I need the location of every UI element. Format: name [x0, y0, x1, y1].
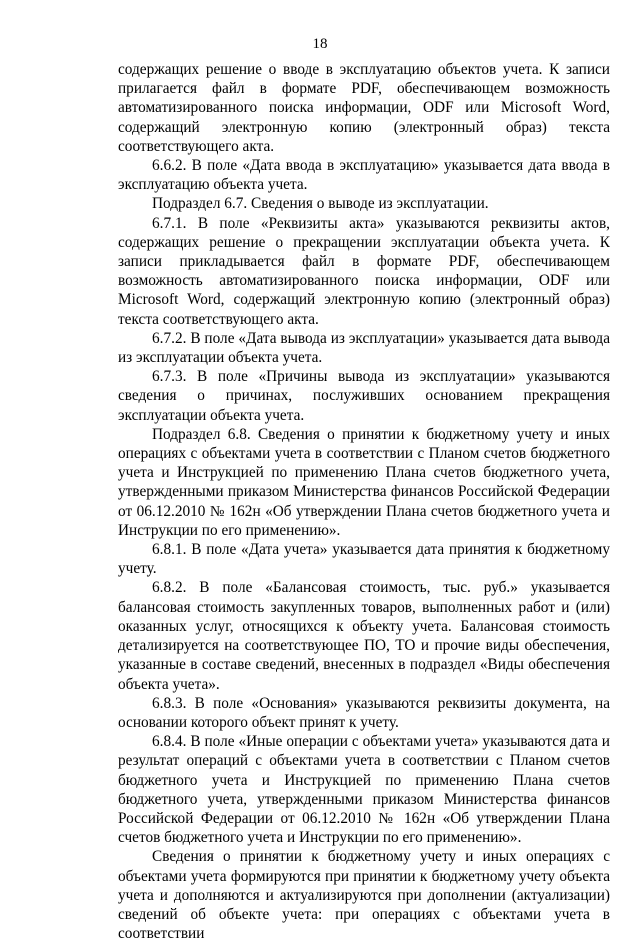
page-number: 18 — [312, 36, 328, 52]
paragraph: 6.8.3. В поле «Основания» указываются реквизиты документа, на основании которого объект принят к учету. — [118, 694, 610, 731]
paragraph: 6.7.1. В поле «Реквизиты акта» указываются реквизиты актов, содержащих решение о прекращении эксплуатации объекта учета. К записи прикладывается файл в формате PDF, обеспечивающем возможность автоматизированного поиска информации, ODF или Microsoft Word, содержащий электронную копию (электронный образ) текста соответствующего акта. — [118, 214, 610, 328]
paragraph: Сведения о принятии к бюджетному учету и иных операциях с объектами учета формируются при принятии к бюджетному учету объекта учета и дополняются и актуализируются при дополнении (актуализации) сведений об объекте учета: при операциях с объектами учета в соответствии — [118, 848, 610, 943]
paragraph: содержащих решение о вводе в эксплуатацию объектов учета. К записи прилагается файл в формате PDF, обеспечивающем возможность автоматизированного поиска информации, ODF или Microsoft Word, содержащий электронную копию (электронный образ) текста соответствующего акта. — [118, 61, 610, 155]
paragraph: 6.6.2. В поле «Дата ввода в эксплуатацию» указывается дата ввода в эксплуатацию объекта учета. — [118, 157, 610, 194]
document-body — [118, 60, 610, 943]
paragraph: Подраздел 6.8. Сведения о принятии к бюджетному учету и иных операциях с объектами учета в соответствии с Планом счетов бюджетного учета и Инструкцией по применению Плана счетов бюджетного учета, утвержденными приказом Министерства финансов Российской Федерации от 06.12.2010 № 162н «Об утверждении Плана счетов бюджетного учета и Инструкции по его применению». — [118, 425, 610, 539]
paragraph: 6.8.4. В поле «Иные операции с объектами учета» указываются дата и результат операций с объектами учета в соответствии с Планом счетов бюджетного учета и Инструкцией по применению Плана счетов бюджетного учета, утвержденными приказом Министерства финансов Российской Федерации от 06.12.2010 № 162н «Об утверждении Плана счетов бюджетного учета и Инструкции по его применению». — [118, 733, 610, 847]
paragraph: 6.7.3. В поле «Причины вывода из эксплуатации» указываются сведения о причинах, послуживших основанием прекращения эксплуатации объекта учета. — [118, 368, 610, 424]
paragraph: Подраздел 6.7. Сведения о выводе из эксплуатации. — [152, 195, 489, 213]
paragraph: 6.8.2. В поле «Балансовая стоимость, тыс. руб.» указывается балансовая стоимость закупленных товаров, выполненных работ и (или) оказанных услуг, относящихся к объекту учета. Балансовая стоимость детализируется на соответствующее ПО, ТО и прочие виды обеспечения, указанные в составе сведений, внесенных в подраздел «Виды обеспечения объекта учета». — [118, 579, 610, 693]
paragraph: 6.7.2. В поле «Дата вывода из эксплуатации» указывается дата вывода из эксплуатации объекта учета. — [118, 329, 610, 367]
paragraph: 6.8.1. В поле «Дата учета» указывается дата принятия к бюджетному учету. — [118, 541, 610, 578]
